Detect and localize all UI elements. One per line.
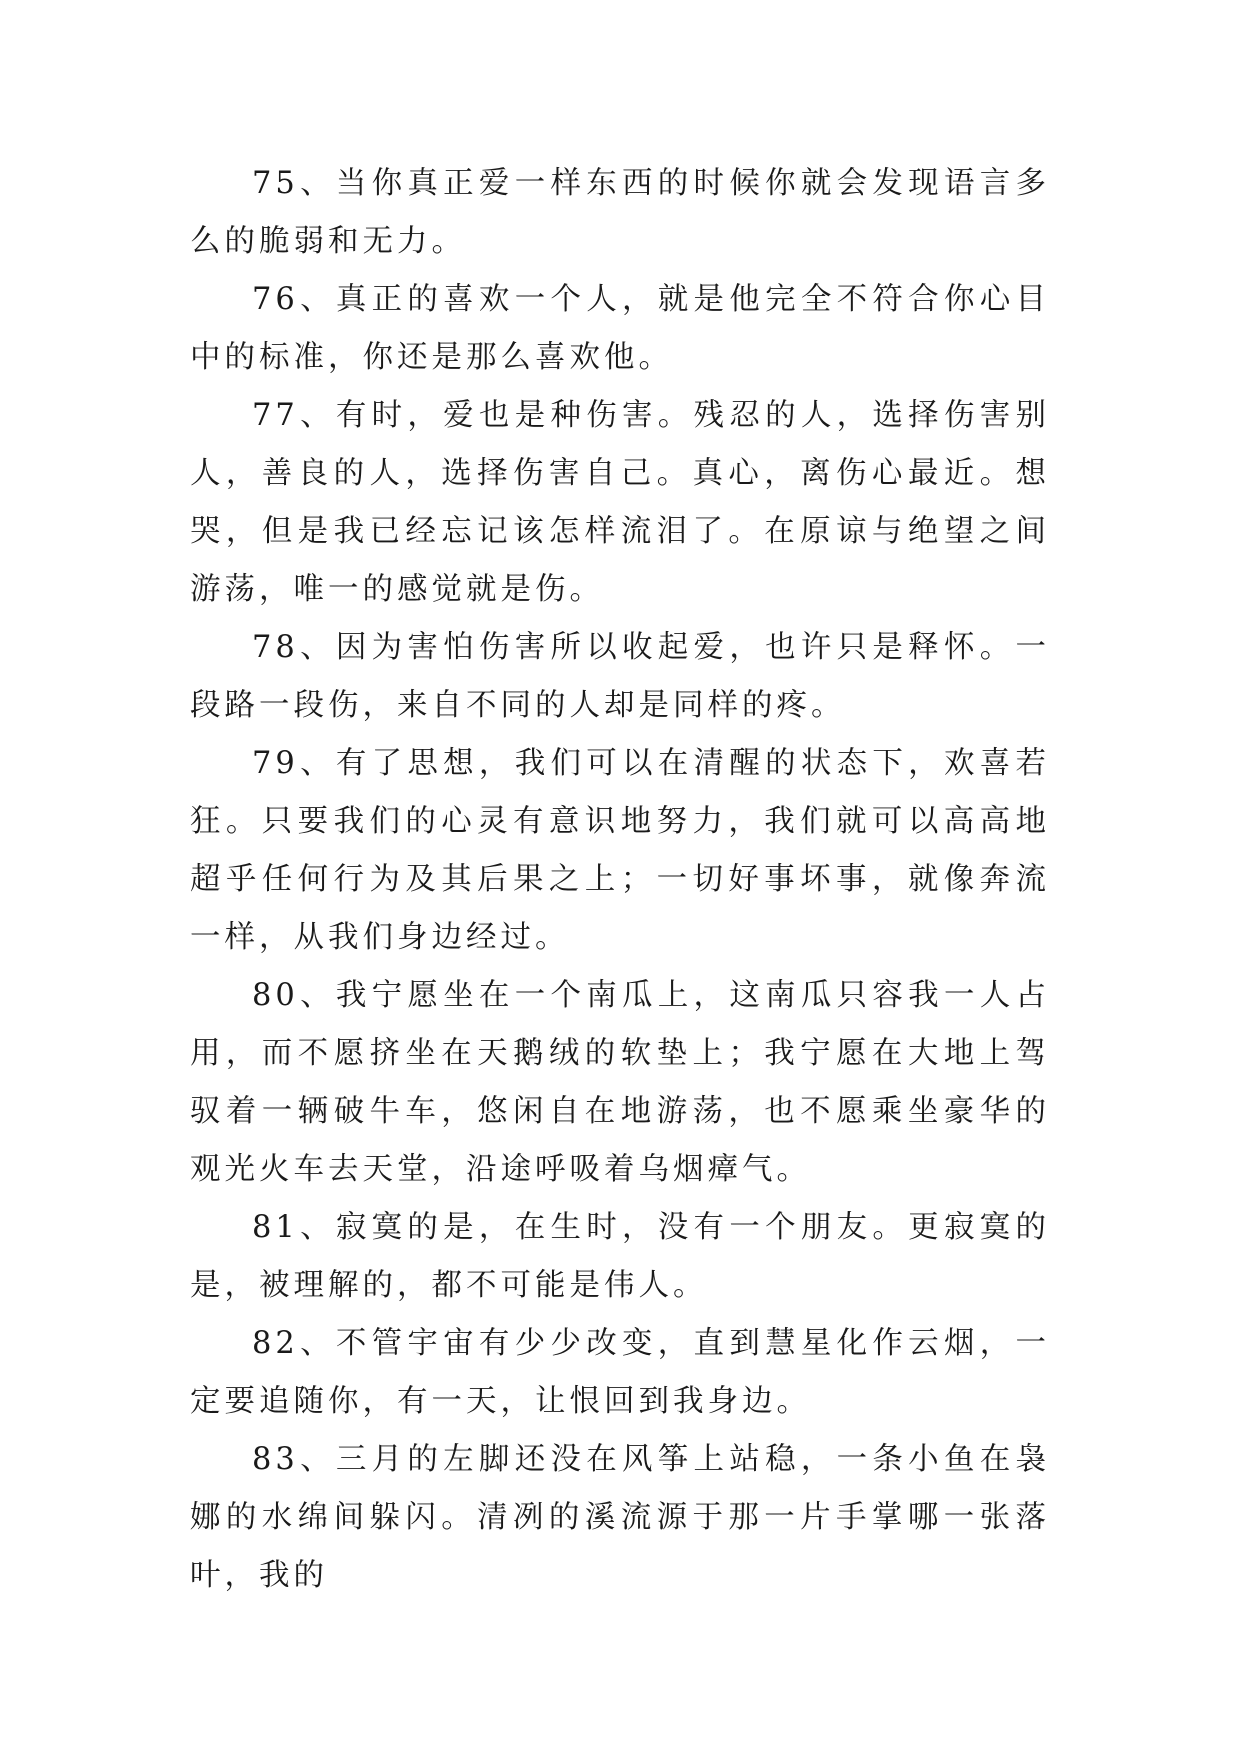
paragraph-82: 82、不管宇宙有少少改变，直到慧星化作云烟，一定要追随你，有一天，让恨回到我身边。 <box>190 1326 1050 1419</box>
paragraph-75: 75、当你真正爱一样东西的时候你就会发现语言多么的脆弱和无力。 <box>190 166 1050 259</box>
paragraph-76: 76、真正的喜欢一个人，就是他完全不符合你心目中的标准，你还是那么喜欢他。 <box>190 282 1050 375</box>
paragraph-83: 83、三月的左脚还没在风筝上站稳，一条小鱼在袅娜的水绵间躲闪。清冽的溪流源于那一片手掌哪一张落叶，我的 <box>190 1442 1050 1593</box>
document-body <box>190 155 1050 1605</box>
paragraph-77: 77、有时，爱也是种伤害。残忍的人，选择伤害别人，善良的人，选择伤害自己。真心，离伤心最近。想哭，但是我已经忘记该怎样流泪了。在原谅与绝望之间游荡，唯一的感觉就是伤。 <box>190 398 1050 607</box>
paragraph-78: 78、因为害怕伤害所以收起爱，也许只是释怀。一段路一段伤，来自不同的人却是同样的疼。 <box>190 630 1050 723</box>
paragraph-80: 80、我宁愿坐在一个南瓜上，这南瓜只容我一人占用，而不愿挤坐在天鹅绒的软垫上；我宁愿在大地上驾驭着一辆破牛车，悠闲自在地游荡，也不愿乘坐豪华的观光火车去天堂，沿途呼吸着乌烟瘴气。 <box>190 978 1050 1187</box>
paragraph-79: 79、有了思想，我们可以在清醒的状态下，欢喜若狂。只要我们的心灵有意识地努力，我们就可以高高地超乎任何行为及其后果之上；一切好事坏事，就像奔流一样，从我们身边经过。 <box>190 746 1050 955</box>
paragraph-81: 81、寂寞的是，在生时，没有一个朋友。更寂寞的是，被理解的，都不可能是伟人。 <box>190 1210 1050 1303</box>
